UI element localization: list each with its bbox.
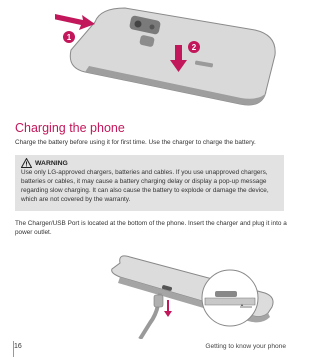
intro-text: Charge the battery before using it for first time. Use the charger to charge the battery. bbox=[15, 139, 256, 146]
insert-arrow-icon bbox=[164, 300, 172, 317]
warning-text: Use only LG-approved chargers, batteries and cables. If you use unapproved chargers, batteries or cables, it may cause a battery charging delay or display a pop-up message regarding slow charging. It can also cause the battery to explode or damage the device, which are not covered by the warranty. bbox=[21, 169, 269, 203]
step1-label: 1 bbox=[66, 33, 72, 42]
step2-label: 2 bbox=[191, 43, 197, 52]
arrow-step1-icon bbox=[55, 14, 95, 30]
warning-icon bbox=[21, 158, 32, 168]
svg-text:▲: ▲ bbox=[240, 302, 244, 307]
warning-label: WARNING bbox=[35, 159, 68, 167]
port-text: The Charger/USB Port is located at the bottom of the phone. Insert the charger and plug it into a power outlet. bbox=[15, 220, 287, 236]
section-title: Charging the phone bbox=[15, 121, 125, 135]
charger-illustration bbox=[90, 243, 280, 339]
warning-header bbox=[21, 158, 68, 168]
footer-section-name: Getting to know your phone bbox=[205, 343, 286, 350]
warning-box bbox=[15, 155, 284, 211]
charger-plug bbox=[154, 295, 163, 307]
page-number: 16 bbox=[14, 343, 22, 350]
battery-cover-illustration bbox=[55, 0, 290, 112]
